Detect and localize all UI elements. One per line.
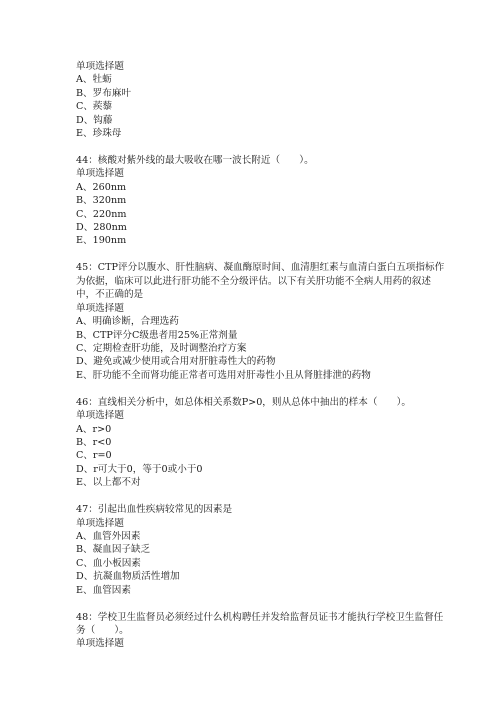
option-c: C、220nm <box>76 208 127 220</box>
option-e: E、190nm <box>76 235 127 247</box>
question-stem: 46：直线相关分析中，如总体相关系数P>0，则从总体中抽出的样本（ ）。 <box>76 396 412 408</box>
option-d: D、避免或减少使用或合用对肝脏毒性大的药物 <box>76 356 276 368</box>
option-a: A、260nm <box>76 181 127 193</box>
option-c: C、血小板因素 <box>76 557 141 569</box>
option-a: A、r>0 <box>76 423 112 435</box>
option-d: D、钩藤 <box>76 114 113 126</box>
option-a: A、明确诊断，合理选药 <box>76 316 179 328</box>
question-stem: 45：CTP评分以腹水、肝性脑病、凝血酶原时间、血清胆红素与血清白蛋白五项指标作为依据，临床可以此进行肝功能不全分级评估。以下有关肝功能不全病人用药的叙述中，不正确的是 <box>76 262 445 301</box>
question-stem: 44：核酸对紫外线的最大吸收在哪一波长附近（ ）。 <box>76 155 314 167</box>
question-block-44 <box>76 154 448 248</box>
question-stem: 48：学校卫生监督员必须经过什么机构聘任并发给监督员证书才能执行学校卫生监督任务（ ）。 <box>76 611 444 636</box>
question-block-46 <box>76 396 448 490</box>
question-block-45 <box>76 261 448 382</box>
question-type: 单项选择题 <box>76 168 124 180</box>
question-stem: 47：引起出血性疾病较常见的因素是 <box>76 504 233 516</box>
question-block-43 <box>76 60 448 140</box>
question-type: 单项选择题 <box>76 61 124 72</box>
document-body <box>76 60 448 664</box>
option-d: D、280nm <box>76 222 127 234</box>
option-b: B、r<0 <box>76 436 112 448</box>
option-b: B、CTP评分C级患者用25%正常剂量 <box>76 329 238 341</box>
option-e: E、肝功能不全而肾功能正常者可选用对肝毒性小且从肾脏排泄的药物 <box>76 369 371 381</box>
option-a: A、血管外因素 <box>76 530 141 542</box>
question-block-47 <box>76 503 448 597</box>
option-c: C、r=0 <box>76 450 112 462</box>
option-c: C、定期检查肝功能，及时调整治疗方案 <box>76 342 247 354</box>
option-e: E、以上都不对 <box>76 477 141 489</box>
option-d: D、r可大于0，等于0或小于0 <box>76 463 203 475</box>
option-a: A、牡蛎 <box>76 74 112 86</box>
option-d: D、抗凝血物质活性增加 <box>76 571 180 583</box>
question-type: 单项选择题 <box>76 517 124 529</box>
question-type: 单项选择题 <box>76 638 124 650</box>
option-b: B、320nm <box>76 195 127 207</box>
question-type: 单项选择题 <box>76 410 124 422</box>
option-e: E、珍珠母 <box>76 128 122 140</box>
option-b: B、罗布麻叶 <box>76 87 132 99</box>
question-type: 单项选择题 <box>76 302 124 314</box>
option-b: B、凝血因子缺乏 <box>76 544 151 556</box>
question-block-48 <box>76 611 448 651</box>
option-c: C、蒺藜 <box>76 101 113 113</box>
option-e: E、血管因素 <box>76 584 131 596</box>
